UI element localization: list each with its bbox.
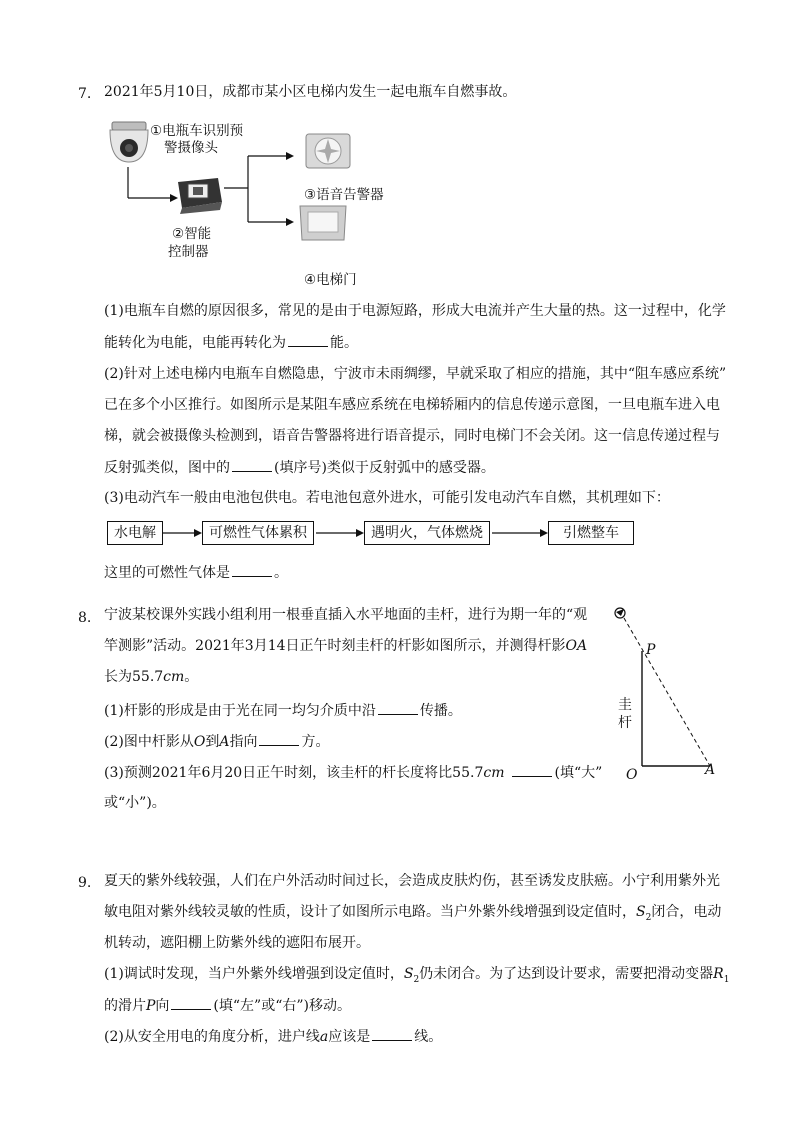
answer-blank[interactable]: [288, 332, 328, 347]
label-P: P: [646, 642, 656, 658]
camera-label-line2: 警摄像头: [164, 140, 218, 156]
flow-arrow: [160, 526, 202, 540]
camera-icon: [110, 122, 148, 162]
flow-arrow: [490, 526, 548, 540]
flow-step-2: 可燃性气体累积: [202, 521, 314, 545]
door-label: ④电梯门: [304, 272, 357, 288]
q7-diagram: [100, 112, 440, 292]
flow-step-4: 引燃整车: [548, 521, 634, 545]
answer-blank[interactable]: [171, 995, 211, 1010]
q8-part1: (1)杆影的形成是由于光在同一均匀介质中沿 传播。: [104, 700, 462, 721]
label-A: A: [705, 762, 716, 778]
camera-label-line1: ①电瓶车识别预: [150, 123, 244, 139]
q8-part2: (2)图中杆影从O到A指向 方。: [104, 731, 329, 752]
q9-part1-line2: 的滑片P向 (填“左”或“右”)移动。: [104, 995, 351, 1016]
q8-part3: (3)预测2021年6月20日正午时刻，该圭杆的杆长度将比55.7cm (填“大”: [104, 762, 602, 783]
q8-line1: 宁波某校课外实践小组利用一根垂直插入水平地面的圭杆，进行为期一年的“观: [104, 607, 588, 623]
q7-part3-line2: 这里的可燃性气体是 。: [104, 562, 288, 583]
flow-arrow: [314, 526, 364, 540]
answer-blank[interactable]: [378, 700, 418, 715]
alarm-label: ③语音告警器: [304, 187, 384, 203]
sun-icon: [615, 608, 625, 618]
q9-part2: (2)从安全用电的角度分析，进户线a应该是 线。: [104, 1026, 442, 1047]
q9-line1: 夏天的紫外线较强，人们在户外活动时间过长，会造成皮肤灼伤，甚至诱发皮肤癌。小宁利用紫外光: [104, 873, 720, 889]
q7-part2-line1: (2)针对上述电梯内电瓶车自燃隐患，宁波市未雨绸缪，早就采取了相应的措施，其中“阻车感应系统”: [104, 366, 727, 382]
q9-line3: 机转动，遮阳棚上防紫外线的遮阳布展开。: [104, 935, 370, 951]
flow-step-3: 遇明火，气体燃烧: [364, 521, 490, 545]
q7-part2-line4: 反射弧类似，图中的 (填序号)类似于反射弧中的感受器。: [104, 457, 495, 478]
q8-line3: 长为55.7cm。: [104, 669, 199, 685]
controller-icon: [178, 178, 222, 214]
q8-line2: 竿测影”活动。2021年3月14日正午时刻圭杆的杆影如图所示，并测得杆影OA: [104, 638, 588, 654]
alarm-icon: [306, 134, 350, 168]
q9-part1-line1: (1)调试时发现，当户外紫外线增强到设定值时，$S_2$仍未闭合。为了达到设计要求，需要把滑动变器$R_1$: [104, 966, 730, 985]
q9-line2: 敏电阻对紫外线较灵敏的性质，设计了如图所示电路。当户外紫外线增强到设定值时，$S_2$闭合，电动: [104, 904, 722, 923]
answer-blank[interactable]: [232, 562, 272, 577]
answer-blank[interactable]: [512, 762, 552, 777]
q7-part2-line2: 已在多个小区推行。如图所示是某阻车感应系统在电梯轿厢内的信息传递示意图，一旦电瓶车进入电: [104, 397, 720, 413]
question-9-number: 9.: [78, 875, 92, 891]
question-7-number: 7.: [78, 86, 92, 102]
q7-part2-line3: 梯，就会被摄像头检测到，语音告警器将进行语音提示，同时电梯门不会关闭。这一信息传递过程与: [104, 428, 720, 444]
flow-step-1: 水电解: [107, 521, 163, 545]
q7-part1-line2: 能转化为电能，电能再转化为 能。: [104, 332, 358, 353]
q7-part3-line1: (3)电动汽车一般由电池包供电。若电池包意外进水，可能引发电动汽车自燃，其机理如下：: [104, 490, 670, 506]
answer-blank[interactable]: [259, 731, 299, 746]
q8-part3-cont: 或“小”)。: [104, 795, 166, 811]
answer-blank[interactable]: [372, 1026, 412, 1041]
rod-label-1: 圭: [618, 697, 632, 713]
q7-part1-line1: (1)电瓶车自燃的原因很多，常见的是由于电源短路，形成大电流并产生大量的热。这一过程中，化学: [104, 303, 726, 319]
controller-label-line2: 控制器: [168, 244, 209, 260]
controller-label-line1: ②智能: [172, 226, 212, 242]
answer-blank[interactable]: [232, 457, 272, 472]
label-O: O: [626, 767, 638, 783]
rod-label-2: 杆: [618, 715, 632, 731]
question-8-number: 8.: [78, 610, 92, 626]
elevator-door-icon: [300, 206, 346, 240]
question-7-stem: 2021年5月10日，成都市某小区电梯内发生一起电瓶车自燃事故。: [104, 84, 517, 100]
